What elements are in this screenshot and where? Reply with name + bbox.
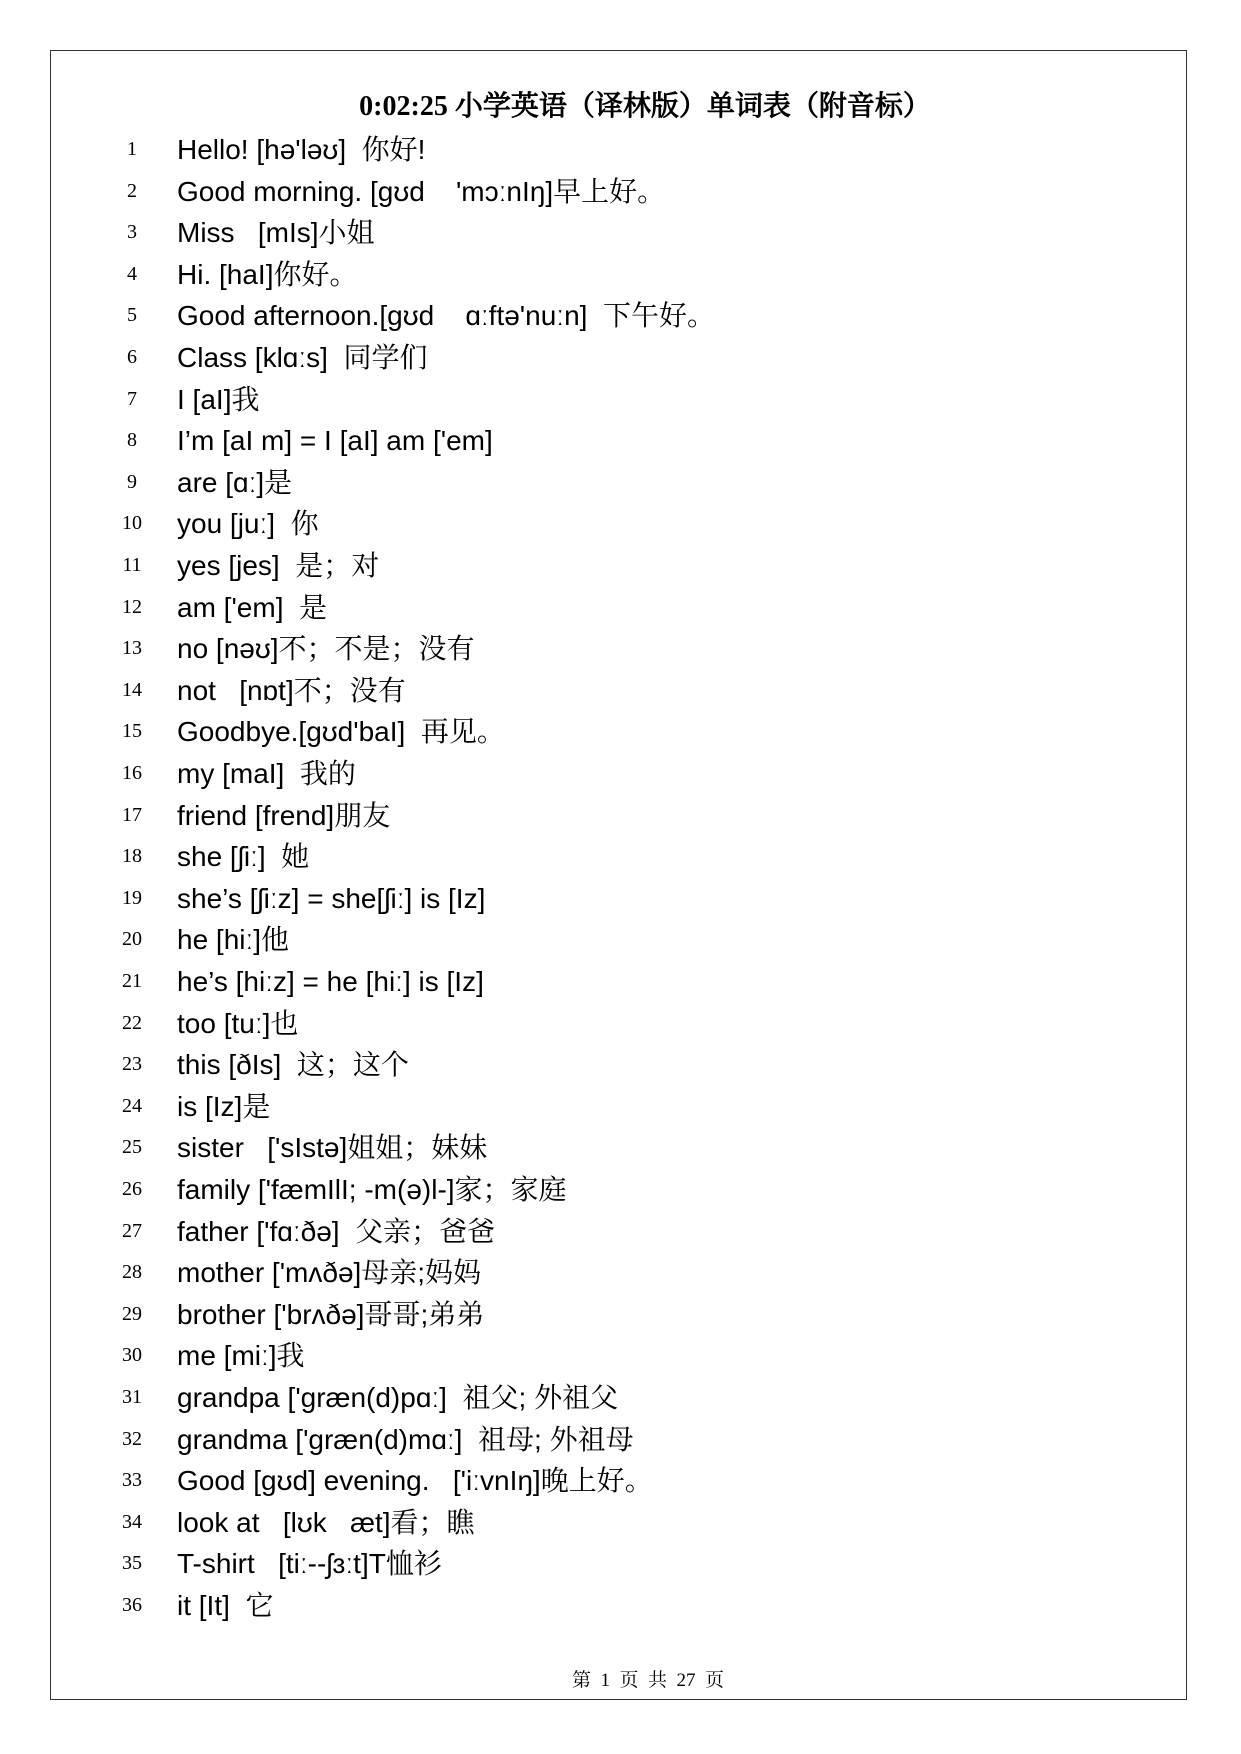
list-item — [0, 1585, 1100, 1627]
entry-number: 29 — [122, 1302, 142, 1325]
entry-text: this [ðIs] 这；这个 — [177, 1049, 409, 1081]
list-item — [0, 919, 1100, 961]
entry-text: family ['fæmIlI; -m(ə)l-]家；家庭 — [177, 1174, 567, 1205]
entry-text: brother ['brʌðə]哥哥;弟弟 — [177, 1298, 485, 1330]
list-item — [0, 1044, 1100, 1086]
list-item — [0, 503, 1100, 545]
list-item — [0, 795, 1100, 837]
entry-text: Miss [mIs]小姐 — [177, 217, 375, 249]
entry-number: 1 — [127, 138, 137, 160]
list-item — [0, 545, 1100, 587]
entry-text: Class [klɑːs] 同学们 — [177, 342, 428, 373]
entry-text: I’m [aI m] = I [aI] am ['em] — [177, 425, 493, 457]
page-title: 0:02:25 小学英语（译林版）单词表（附音标） — [359, 91, 931, 122]
entry-number: 32 — [122, 1427, 142, 1450]
entry-text: too [tuː]也 — [177, 1007, 299, 1039]
entry-number: 3 — [127, 221, 137, 244]
list-item — [0, 462, 1100, 504]
list-item — [0, 836, 1100, 878]
entry-text: he’s [hiːz] = he [hiː] is [Iz] — [177, 966, 484, 997]
entry-text: Hello! [hə'ləʊ] 你好! — [177, 134, 426, 165]
list-item — [0, 171, 1100, 213]
entry-text: yes [jes] 是；对 — [177, 550, 380, 581]
entry-number: 26 — [122, 1178, 142, 1200]
vocabulary-list — [0, 129, 1241, 1629]
list-item — [0, 1169, 1100, 1211]
entry-number: 9 — [127, 470, 137, 493]
entry-text: are [ɑː]是 — [177, 466, 293, 498]
entry-number: 12 — [122, 595, 142, 618]
entry-text: Hi. [haI]你好。 — [177, 258, 358, 290]
entry-number: 35 — [122, 1552, 142, 1575]
entry-number: 30 — [122, 1344, 142, 1367]
list-item — [0, 1211, 1100, 1253]
entry-text: she [ʃiː] 她 — [177, 841, 310, 873]
entry-number: 23 — [122, 1053, 142, 1076]
entry-text: no [nəʊ]不；不是；没有 — [177, 633, 475, 665]
entry-number: 36 — [122, 1594, 142, 1616]
entry-number: 20 — [122, 928, 142, 951]
list-item — [0, 1127, 1100, 1169]
entry-number: 11 — [122, 554, 142, 576]
list-item — [0, 1543, 1100, 1585]
list-item — [0, 1086, 1100, 1128]
list-item — [0, 711, 1100, 753]
entry-text: father ['fɑːðə] 父亲；爸爸 — [177, 1215, 496, 1247]
entry-number: 25 — [122, 1136, 142, 1159]
list-item — [0, 254, 1100, 296]
entry-number: 14 — [122, 678, 142, 701]
list-item — [0, 337, 1100, 379]
entry-number: 22 — [122, 1011, 142, 1034]
list-item — [0, 212, 1100, 254]
list-item — [0, 961, 1100, 1003]
entry-number: 15 — [122, 720, 142, 743]
entry-number: 10 — [122, 512, 142, 535]
entry-text: grandpa ['græn(d)pɑː] 祖父; 外祖父 — [177, 1382, 619, 1413]
list-item — [0, 129, 1100, 171]
entry-text: sister ['sIstə]姐姐；妹妹 — [177, 1132, 488, 1164]
entry-text: Goodbye.[gʊd'baI] 再见。 — [177, 716, 505, 748]
page-footer: 第 1 页 共 27 页 — [571, 1670, 725, 1691]
list-item — [0, 1252, 1100, 1294]
list-item — [0, 1502, 1100, 1544]
entry-text: my [maI] 我的 — [177, 758, 356, 789]
list-item — [0, 753, 1100, 795]
entry-text: it [It] 它 — [177, 1590, 274, 1621]
entry-number: 17 — [122, 803, 142, 826]
entry-text: grandma ['græn(d)mɑː] 祖母; 外祖母 — [177, 1423, 634, 1455]
entry-number: 2 — [127, 179, 137, 202]
entry-text: T-shirt [tiː--ʃɜːt]T恤衫 — [177, 1548, 442, 1580]
entry-number: 31 — [122, 1386, 142, 1408]
entry-number: 27 — [122, 1219, 142, 1242]
list-item — [0, 878, 1100, 920]
entry-text: mother ['mʌðə]母亲;妈妈 — [177, 1257, 482, 1289]
entry-text: I [aI]我 — [177, 383, 260, 415]
entry-number: 19 — [122, 886, 142, 909]
entry-number: 16 — [122, 762, 142, 784]
entry-text: he [hiː]他 — [177, 924, 290, 956]
list-item — [0, 1377, 1100, 1419]
entry-number: 33 — [122, 1469, 142, 1492]
list-item — [0, 670, 1100, 712]
list-item — [0, 628, 1100, 670]
entry-text: is [Iz]是 — [177, 1090, 271, 1122]
list-item — [0, 1460, 1100, 1502]
list-item — [0, 1003, 1100, 1045]
entry-number: 28 — [122, 1261, 142, 1284]
entry-text: she’s [ʃiːz] = she[ʃiː] is [Iz] — [177, 882, 486, 914]
entry-text: friend [frend]朋友 — [177, 799, 391, 831]
entry-number: 6 — [127, 346, 137, 368]
list-item — [0, 1335, 1100, 1377]
list-item — [0, 420, 1100, 462]
entry-text: Good [gʊd] evening. ['iːvnIŋ]晚上好。 — [177, 1465, 653, 1497]
entry-text: Good morning. [gʊd 'mɔːnIŋ]早上好。 — [177, 175, 666, 207]
entry-number: 8 — [127, 429, 137, 452]
entry-text: Good afternoon.[gʊd ɑːftə'nuːn] 下午好。 — [177, 300, 715, 332]
list-item — [0, 587, 1100, 629]
entry-number: 24 — [122, 1094, 142, 1117]
entry-number: 18 — [122, 845, 142, 868]
entry-number: 7 — [127, 387, 137, 410]
entry-number: 34 — [122, 1510, 142, 1533]
entry-text: not [nɒt]不；没有 — [177, 674, 406, 706]
list-item — [0, 1419, 1100, 1461]
entry-text: am ['em] 是 — [177, 591, 328, 623]
entry-text: me [miː]我 — [177, 1340, 305, 1372]
entry-number: 4 — [127, 262, 137, 285]
list-item — [0, 379, 1100, 421]
entry-text: you [juː] 你 — [177, 508, 319, 540]
entry-text: look at [lʊk æt]看；瞧 — [177, 1506, 475, 1538]
entry-number: 21 — [122, 970, 142, 992]
list-item — [0, 1294, 1100, 1336]
list-item — [0, 295, 1100, 337]
entry-number: 5 — [127, 304, 137, 327]
entry-number: 13 — [122, 637, 142, 660]
